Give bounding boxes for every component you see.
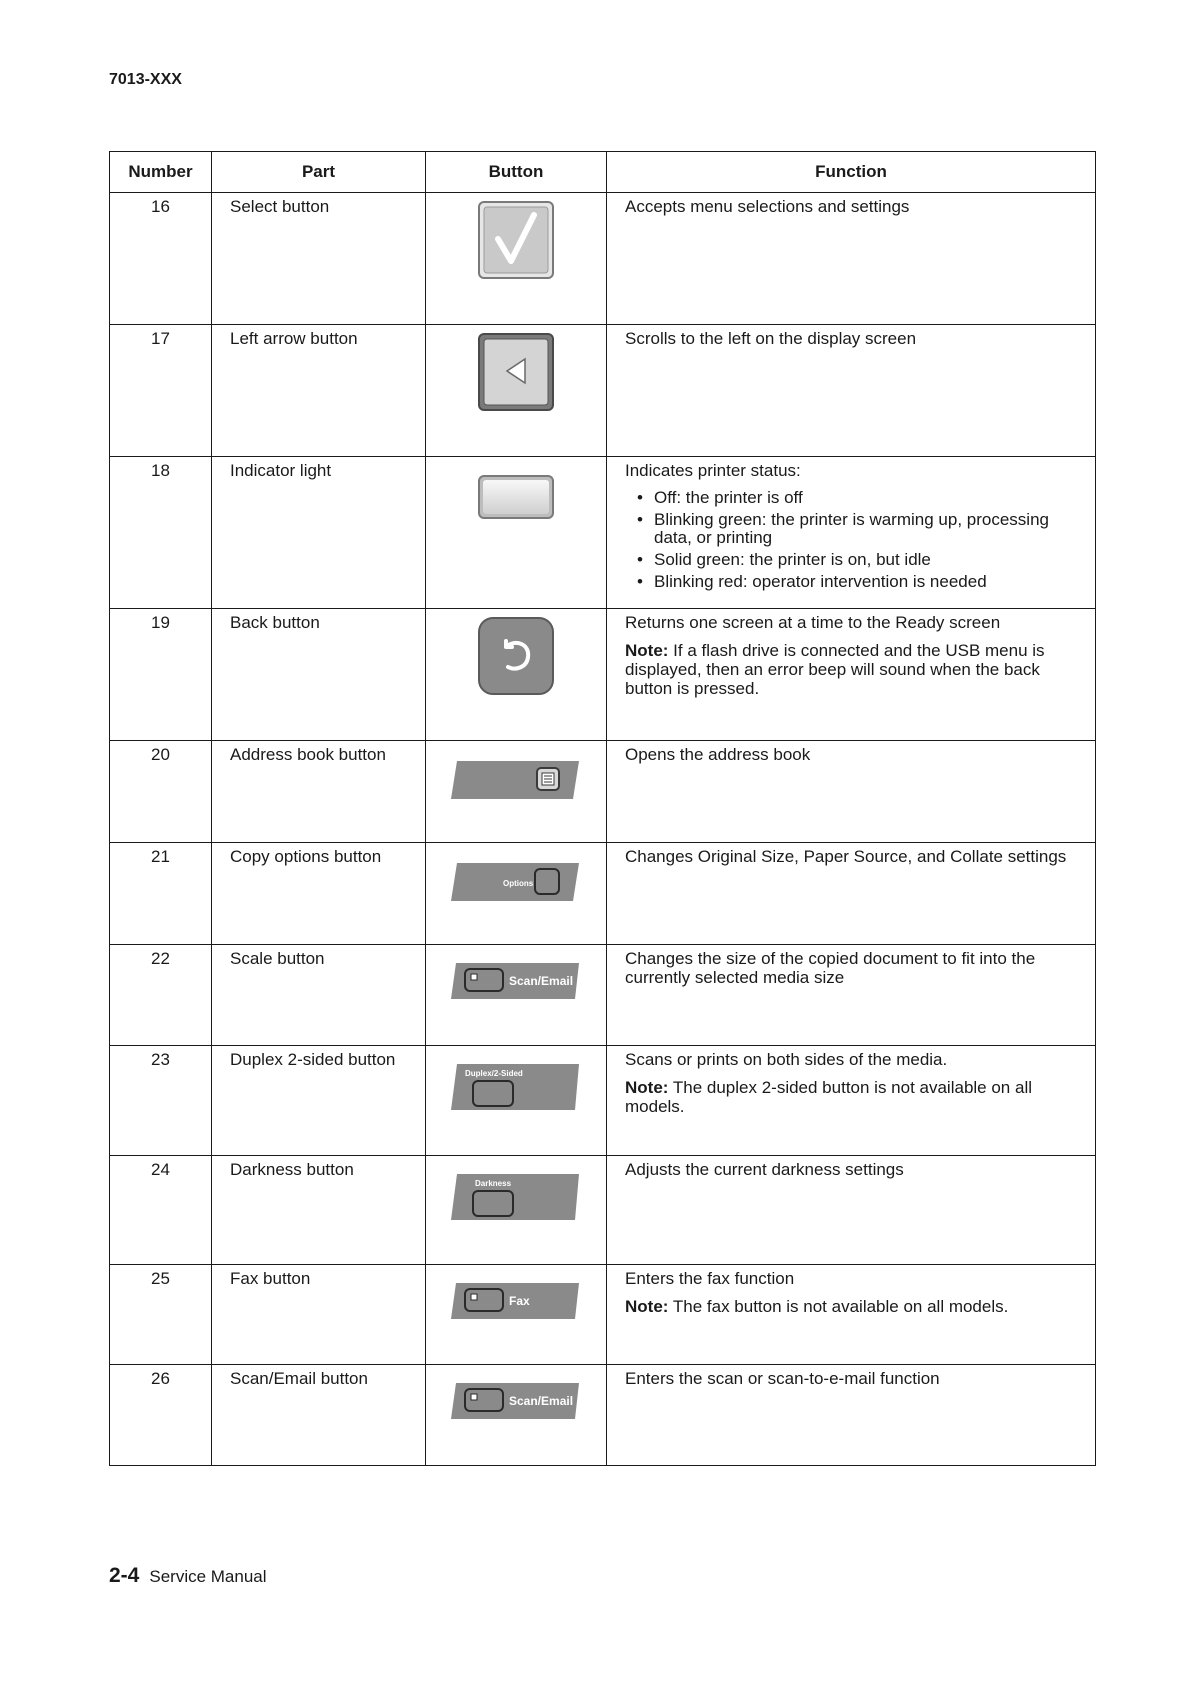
part-name: Indicator light xyxy=(212,457,426,609)
part-name: Fax button xyxy=(212,1265,426,1365)
indicator-light-icon xyxy=(478,475,554,519)
function-text: Changes Original Size, Paper Source, and Collate settings xyxy=(625,847,1067,866)
status-list xyxy=(625,489,1077,591)
button-image xyxy=(426,945,607,1046)
column-header-part: Part xyxy=(212,152,426,193)
function-text: Returns one screen at a time to the Ready screen xyxy=(625,613,1001,632)
function-text: Scans or prints on both sides of the media. xyxy=(625,1050,948,1069)
part-name: Copy options button xyxy=(212,843,426,945)
page-number: 2-4 xyxy=(109,1564,140,1587)
part-number: 26 xyxy=(110,1365,212,1466)
options-icon xyxy=(451,861,581,903)
column-header-button: Button xyxy=(426,152,607,193)
scan-email-icon xyxy=(451,1381,581,1421)
darkness-label: Darkness xyxy=(475,1179,512,1188)
note-body: The duplex 2-sided button is not available on all models. xyxy=(625,1078,1032,1116)
column-header-function: Function xyxy=(607,152,1096,193)
function-cell xyxy=(607,609,1096,741)
duplex-icon xyxy=(451,1062,581,1112)
table-header-row xyxy=(110,152,1096,193)
part-number: 25 xyxy=(110,1265,212,1365)
button-image xyxy=(426,193,607,325)
function-cell xyxy=(607,843,1096,945)
part-name: Address book button xyxy=(212,741,426,843)
scan-email-icon xyxy=(451,961,581,1001)
document-code: 7013-XXX xyxy=(109,71,182,88)
table-row xyxy=(110,457,1096,609)
left-arrow-icon xyxy=(478,333,554,411)
note-label: Note: xyxy=(625,1297,669,1316)
table-row xyxy=(110,1156,1096,1265)
button-image xyxy=(426,457,607,609)
part-number: 17 xyxy=(110,325,212,457)
part-number: 21 xyxy=(110,843,212,945)
table-row xyxy=(110,1265,1096,1365)
function-cell xyxy=(607,945,1096,1046)
button-image xyxy=(426,1265,607,1365)
table-row xyxy=(110,193,1096,325)
table-row xyxy=(110,1365,1096,1466)
darkness-icon xyxy=(451,1172,581,1222)
function-cell xyxy=(607,1046,1096,1156)
select-checkmark-icon xyxy=(478,201,554,279)
note-body: If a flash drive is connected and the USB menu is displayed, then an error beep will sound when the back button is pressed. xyxy=(625,641,1045,698)
note-body: The fax button is not available on all models. xyxy=(668,1297,1009,1316)
duplex-label: Duplex/2-Sided xyxy=(465,1069,523,1078)
options-label: Options xyxy=(503,879,534,888)
part-number: 22 xyxy=(110,945,212,1046)
part-number: 20 xyxy=(110,741,212,843)
button-image xyxy=(426,1365,607,1466)
list-item: • Blinking green: the printer is warming up, processing data, or printing xyxy=(625,511,1077,547)
button-image xyxy=(426,1046,607,1156)
part-number: 16 xyxy=(110,193,212,325)
table-row xyxy=(110,1046,1096,1156)
part-number: 19 xyxy=(110,609,212,741)
function-cell xyxy=(607,1156,1096,1265)
table-row xyxy=(110,325,1096,457)
part-name: Scan/Email button xyxy=(212,1365,426,1466)
back-arrow-icon xyxy=(478,617,554,695)
function-text: Changes the size of the copied document to fit into the currently selected media size xyxy=(625,949,1036,987)
table-row xyxy=(110,945,1096,1046)
part-number: 23 xyxy=(110,1046,212,1156)
button-image xyxy=(426,325,607,457)
note-label: Note: xyxy=(625,641,669,660)
part-number: 18 xyxy=(110,457,212,609)
function-cell xyxy=(607,741,1096,843)
scan-email-label: Scan/Email xyxy=(509,974,574,988)
function-text: Enters the fax function xyxy=(625,1269,795,1288)
table-row xyxy=(110,843,1096,945)
note-text xyxy=(625,641,1077,698)
button-image xyxy=(426,1156,607,1265)
function-text: Adjusts the current darkness settings xyxy=(625,1160,904,1179)
part-name: Scale button xyxy=(212,945,426,1046)
part-number: 24 xyxy=(110,1156,212,1265)
note-text xyxy=(625,1078,1077,1116)
note-label: Note: xyxy=(625,1078,669,1097)
button-image xyxy=(426,843,607,945)
part-name: Left arrow button xyxy=(212,325,426,457)
list-item: • Off: the printer is off xyxy=(625,489,1077,507)
part-name: Darkness button xyxy=(212,1156,426,1265)
part-name: Back button xyxy=(212,609,426,741)
function-text: Indicates printer status: xyxy=(625,461,801,480)
function-text: Scrolls to the left on the display screen xyxy=(625,329,917,348)
fax-label: Fax xyxy=(509,1294,530,1308)
part-name: Select button xyxy=(212,193,426,325)
address-book-icon xyxy=(451,759,581,801)
fax-icon xyxy=(451,1281,581,1321)
note-text xyxy=(625,1297,1077,1316)
function-cell xyxy=(607,1265,1096,1365)
list-item: • Solid green: the printer is on, but idle xyxy=(625,551,1077,569)
parts-table xyxy=(109,151,1096,1466)
function-text: Opens the address book xyxy=(625,745,811,764)
part-name: Duplex 2-sided button xyxy=(212,1046,426,1156)
page-footer xyxy=(109,1564,267,1588)
column-header-number: Number xyxy=(110,152,212,193)
scan-email-label: Scan/Email xyxy=(509,1394,574,1408)
function-cell xyxy=(607,325,1096,457)
function-cell xyxy=(607,193,1096,325)
function-text: Enters the scan or scan-to-e-mail function xyxy=(625,1369,940,1388)
manual-title: Service Manual xyxy=(149,1567,267,1586)
table-row xyxy=(110,609,1096,741)
function-cell xyxy=(607,457,1096,609)
button-image xyxy=(426,609,607,741)
list-item: • Blinking red: operator intervention is needed xyxy=(625,573,1077,591)
table-row xyxy=(110,741,1096,843)
button-image xyxy=(426,741,607,843)
function-cell xyxy=(607,1365,1096,1466)
function-text: Accepts menu selections and settings xyxy=(625,197,910,216)
